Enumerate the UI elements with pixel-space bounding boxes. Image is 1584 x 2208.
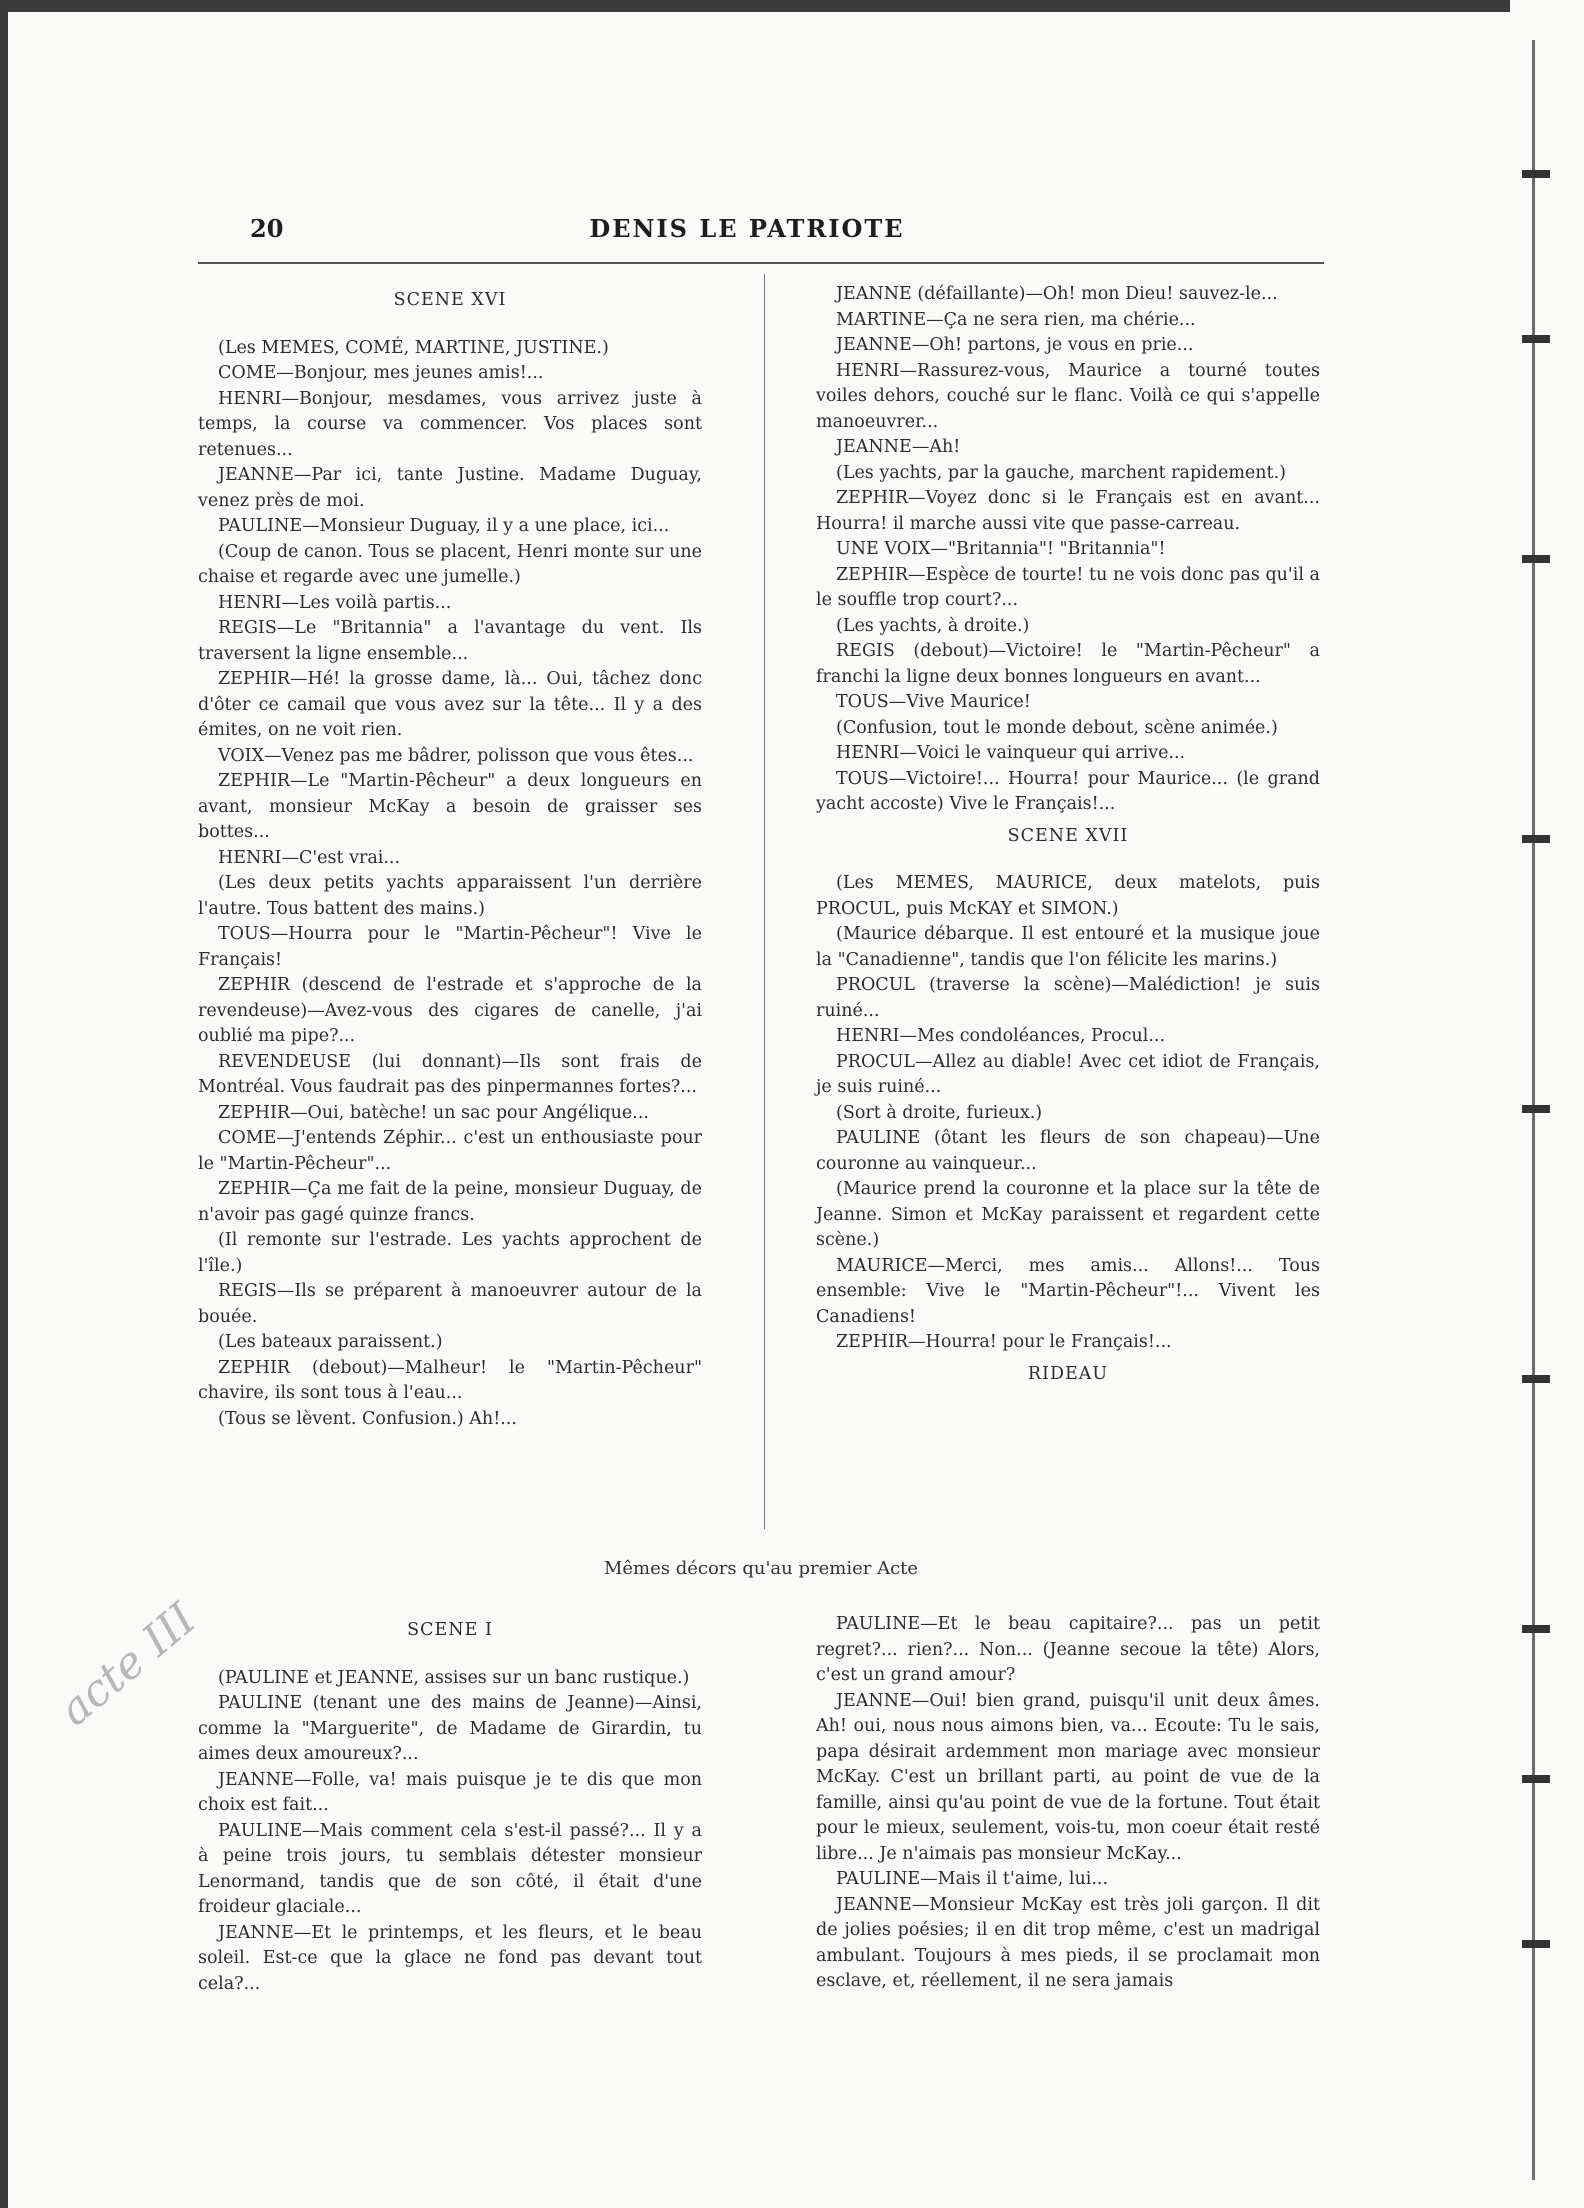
running-header: [198, 214, 1296, 254]
page-sheet: [8, 12, 1516, 2208]
dialogue-paragraph: ZEPHIR (debout)—Malheur! le "Martin-Pêcheur" chavire, ils sont tous à l'eau...: [198, 1357, 702, 1403]
dialogue-paragraph: JEANNE—Et le printemps, et les fleurs, et le beau soleil. Est-ce que la glace ne fond pas devant tout cela?...: [198, 1922, 702, 1994]
dialogue-paragraph: UNE VOIX—"Britannia"! "Britannia"!: [836, 539, 1166, 559]
binding-knot: [1522, 1775, 1550, 1783]
column-bottom-right: [816, 1612, 1320, 1995]
dialogue-paragraph: JEANNE—Par ici, tante Justine. Madame Duguay, venez près de moi.: [198, 465, 702, 511]
dialogue-paragraph: (Les MEMES, MAURICE, deux matelots, puis PROCUL, puis McKAY et SIMON.): [816, 873, 1320, 919]
dialogue-paragraph: PAULINE—Et le beau capitaire?... pas un petit regret?... rien?... Non... (Jeanne secoue la tête) Alors, c'est un grand amour?: [816, 1614, 1320, 1685]
dialogue-paragraph: HENRI—Mes condoléances, Procul...: [836, 1026, 1166, 1046]
dialogue-paragraph: HENRI—Rassurez-vous, Maurice a tourné toutes voiles dehors, couché sur le flanc. Voilà ce qui s'appelle manoeuvrer...: [816, 360, 1320, 432]
dialogue-paragraph: HENRI—C'est vrai...: [218, 847, 401, 868]
dialogue-paragraph: ZEPHIR—Oui, batèche! un sac pour Angélique...: [218, 1102, 649, 1123]
dialogue-paragraph: PROCUL (traverse la scène)—Malédiction! je suis ruiné...: [816, 975, 1320, 1021]
binding-knot: [1522, 1105, 1550, 1113]
page-title: DENIS LE PATRIOTE: [589, 214, 905, 243]
dialogue-paragraph: (Les deux petits yachts apparaissent l'un derrière l'autre. Tous battent des mains.): [198, 873, 702, 919]
dialogue-paragraph: JEANNE (défaillante)—Oh! mon Dieu! sauvez-le...: [836, 284, 1278, 304]
dialogue-paragraph: PAULINE (ôtant les fleurs de son chapeau)—Une couronne au vainqueur...: [816, 1128, 1320, 1174]
dialogue-paragraph: TOUS—Victoire!... Hourra! pour Maurice... (le grand yacht accoste) Vive le Français!...: [816, 768, 1320, 814]
dialogue-paragraph: PAULINE—Mais il t'aime, lui...: [836, 1869, 1109, 1889]
dialogue-paragraph: JEANNE—Ah!: [836, 437, 961, 457]
dialogue-paragraph: ZEPHIR—Hourra! pour le Français!...: [836, 1332, 1172, 1352]
dialogue-paragraph: (Maurice débarque. Il est entouré et la musique joue la "Canadienne", tandis que l'on félicite les marins.): [816, 924, 1320, 970]
dialogue-paragraph: HENRI—Voici le vainqueur qui arrive...: [836, 743, 1186, 763]
binding-knot: [1522, 170, 1550, 178]
binding-knot: [1522, 555, 1550, 563]
dialogue-paragraph: (Sort à droite, furieux.): [836, 1102, 1043, 1123]
dialogue-paragraph: REGIS—Le "Britannia" a l'avantage du vent. Ils traversent la ligne ensemble...: [198, 618, 702, 664]
page-number: 20: [250, 214, 284, 243]
dialogue-paragraph: (Il remonte sur l'estrade. Les yachts approchent de l'île.): [198, 1230, 702, 1276]
dialogue-paragraph: REVENDEUSE (lui donnant)—Ils sont frais de Montréal. Vous faudrait pas des pinpermannes fortes?...: [198, 1051, 702, 1097]
column-divider: [764, 274, 765, 1529]
dialogue-paragraph: TOUS—Vive Maurice!: [836, 692, 1031, 712]
dialogue-paragraph: COME—Bonjour, mes jeunes amis!...: [218, 363, 544, 383]
dialogue-paragraph: ZEPHIR (descend de l'estrade et s'approche de la revendeuse)—Avez-vous des cigares de canelle, j'ai oublié ma pipe?...: [198, 975, 702, 1046]
dialogue-paragraph: (Les bateaux paraissent.): [218, 1332, 443, 1352]
dialogue-paragraph: PAULINE (tenant une des mains de Jeanne)—Ainsi, comme la "Marguerite", de Madame de Girardin, tu aimes deux amoureux?...: [198, 1693, 702, 1764]
dialogue-paragraph: (Coup de canon. Tous se placent, Henri monte sur une chaise et regarde avec une jumelle.): [198, 541, 702, 587]
dialogue-paragraph: COME—J'entends Zéphir... c'est un enthousiaste pour le "Martin-Pêcheur"...: [198, 1128, 702, 1174]
dialogue-paragraph: MAURICE—Merci, mes amis... Allons!... Tous ensemble: Vive le "Martin-Pêcheur"!... Vivent les Canadiens!: [816, 1255, 1320, 1327]
dialogue-paragraph: PAULINE—Mais comment cela s'est-il passé?... Il y a à peine trois jours, tu semblais détester monsieur Lenormand, tandis que de son côté, il était d'une froideur glaciale...: [198, 1820, 702, 1917]
binding-knot: [1522, 835, 1550, 843]
scene-heading: RIDEAU: [1027, 1363, 1109, 1384]
dialogue-paragraph: HENRI—Bonjour, mesdames, vous arrivez juste à temps, la course va commencer. Vos places sont retenues...: [198, 388, 702, 460]
dialogue-paragraph: JEANNE—Oui! bien grand, puisqu'il unit deux âmes. Ah! oui, nous nous aimons bien, va... Ecoute: Tu le sais, papa désirait ardemment mon mariage avec monsieur McKay. C'est un brillant parti, au point de vue de la famille, ainsi qu'au point de vue de la fortune. Tout était pour le mieux, seulement, vois-tu, mon coeur était resté libre... Je n'aimais pas monsieur McKay...: [816, 1690, 1320, 1864]
dialogue-paragraph: (Les MEMES, COMÉ, MARTINE, JUSTINE.): [218, 337, 609, 358]
scene-heading: SCENE XVI: [393, 290, 507, 310]
dialogue-paragraph: (Confusion, tout le monde debout, scène animée.): [836, 717, 1278, 738]
dialogue-paragraph: TOUS—Hourra pour le "Martin-Pêcheur"! Vive le Français!: [198, 924, 702, 970]
dialogue-paragraph: (Tous se lèvent. Confusion.) Ah!...: [218, 1408, 517, 1429]
dialogue-paragraph: (Maurice prend la couronne et la place sur la tête de Jeanne. Simon et McKay paraissent et regardent cette scène.): [816, 1179, 1320, 1250]
binding-knot: [1522, 1940, 1550, 1948]
column-top-left: [198, 282, 702, 1432]
dialogue-paragraph: REGIS—Ils se préparent à manoeuvrer autour de la bouée.: [198, 1281, 702, 1327]
header-rule: [198, 262, 1324, 264]
book-binding: [1510, 0, 1584, 2208]
dialogue-paragraph: ZEPHIR—Espèce de tourte! tu ne vois donc pas qu'il a le souffle trop court?...: [816, 564, 1320, 610]
dialogue-paragraph: JEANNE—Oh! partons, je vous en prie...: [836, 335, 1194, 355]
dialogue-paragraph: PAULINE—Monsieur Duguay, il y a une place, ici...: [218, 516, 670, 536]
binding-knot: [1522, 1625, 1550, 1633]
dialogue-paragraph: JEANNE—Monsieur McKay est très joli garçon. Il dit de jolies poésies; il en dit trop même, c'est un madrigal ambulant. Toujours à mes pieds, il se proclamait mon esclave, et, réellement, il ne sera jamais: [816, 1894, 1320, 1991]
binding-knot: [1522, 335, 1550, 343]
dialogue-paragraph: (Les yachts, à droite.): [836, 615, 1030, 636]
dialogue-paragraph: (Les yachts, par la gauche, marchent rapidement.): [836, 462, 1286, 483]
dialogue-paragraph: ZEPHIR—Hé! la grosse dame, là... Oui, tâchez donc d'ôter ce camail que vous avez sur la tête... Il y a des émites, on ne voit rien.: [198, 669, 702, 740]
act-caption: Mêmes décors qu'au premier Acte: [603, 1558, 919, 1579]
dialogue-paragraph: ZEPHIR—Voyez donc si le Français est en avant... Hourra! il marche aussi vite que passe-carreau.: [816, 488, 1320, 534]
scene-heading: SCENE I: [407, 1620, 493, 1640]
dialogue-paragraph: MARTINE—Ça ne sera rien, ma chérie...: [836, 309, 1196, 330]
dialogue-paragraph: JEANNE—Folle, va! mais puisque je te dis que mon choix est fait...: [198, 1769, 702, 1815]
dialogue-paragraph: ZEPHIR—Le "Martin-Pêcheur" a deux longueurs en avant, monsieur McKay a besoin de graisser ses bottes...: [198, 771, 702, 842]
column-bottom-left: [198, 1612, 702, 1997]
dialogue-paragraph: HENRI—Les voilà partis...: [218, 592, 452, 613]
scene-heading: SCENE XVII: [1007, 825, 1129, 846]
dialogue-paragraph: REGIS (debout)—Victoire! le "Martin-Pêcheur" a franchi la ligne deux bonnes longueurs en avant...: [816, 641, 1320, 687]
dialogue-paragraph: VOIX—Venez pas me bâdrer, polisson que vous êtes...: [218, 745, 694, 766]
handwritten-margin-note: acte III: [49, 1593, 206, 1736]
dialogue-paragraph: (PAULINE et JEANNE, assises sur un banc rustique.): [218, 1667, 690, 1688]
column-top-right: [816, 282, 1320, 1409]
binding-knot: [1522, 1375, 1550, 1383]
dialogue-paragraph: PROCUL—Allez au diable! Avec cet idiot de Français, je suis ruiné...: [816, 1051, 1320, 1097]
dialogue-paragraph: ZEPHIR—Ça me fait de la peine, monsieur Duguay, de n'avoir pas gagé quinze francs.: [198, 1179, 702, 1225]
